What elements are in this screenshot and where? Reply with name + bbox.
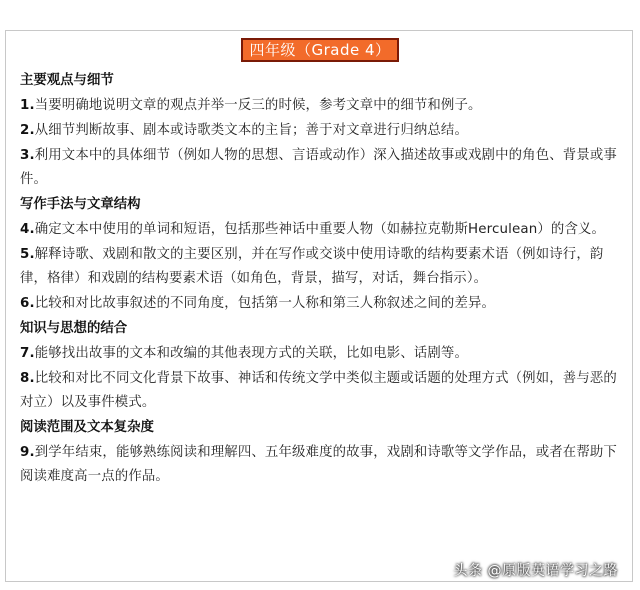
section-heading: 写作手法与文章结构 (20, 197, 141, 212)
list-item (20, 218, 620, 242)
item-number: 6. (20, 296, 35, 311)
item-number: 1. (20, 98, 35, 113)
item-number: 8. (20, 371, 35, 386)
item-text: 解释诗歌、戏剧和散文的主要区别，并在写作或交谈中使用诗歌的结构要素术语（例如诗行，韵律，格律）和戏剧的结构要素术语（如角色，背景，描写，对话，舞台指示）。 (20, 247, 604, 286)
list-item (20, 292, 620, 316)
item-number: 2. (20, 123, 35, 138)
watermark: 头条 @原版英语学习之路 (453, 563, 618, 579)
section-heading: 知识与思想的结合 (20, 321, 128, 336)
section-heading: 阅读范围及文本复杂度 (20, 420, 154, 435)
item-text: 能够找出故事的文本和改编的其他表现方式的关联，比如电影、话剧等。 (34, 346, 469, 361)
item-number: 3. (20, 148, 35, 163)
item-text: 当要明确地说明文章的观点并举一反三的时候，参考文章中的细节和例子。 (34, 98, 482, 113)
list-item (20, 94, 620, 118)
item-text: 比较和对比故事叙述的不同角度，包括第一人称和第三人称叙述之间的差异。 (34, 296, 496, 311)
list-item (20, 119, 620, 143)
item-text: 比较和对比不同文化背景下故事、神话和传统文学中类似主题或话题的处理方式（例如，善与恶的对立）以及事件模式。 (20, 371, 617, 410)
item-text: 利用文本中的具体细节（例如人物的思想、言语或动作）深入描述故事或戏剧中的角色、背景或事件。 (20, 148, 617, 187)
item-text: 到学年结束，能够熟练阅读和理解四、五年级难度的故事，戏剧和诗歌等文学作品，或者在帮助下阅读难度高一点的作品。 (20, 445, 617, 484)
section-key-ideas (20, 69, 620, 192)
section-heading: 主要观点与细节 (20, 73, 114, 88)
standards-list (20, 68, 620, 490)
item-text: 确定文本中使用的单词和短语，包括那些神话中重要人物（如赫拉克勒斯Herculean）的含义。 (34, 222, 606, 237)
item-number: 5. (20, 247, 35, 262)
list-item (20, 243, 620, 291)
list-item (20, 367, 620, 415)
list-item (20, 441, 620, 489)
section-range-complexity (20, 416, 620, 489)
page-title: 四年级（Grade 4） (241, 38, 398, 62)
section-craft-structure (20, 193, 620, 316)
list-item (20, 342, 620, 366)
item-number: 9. (20, 445, 35, 460)
item-number: 4. (20, 222, 35, 237)
list-item (20, 144, 620, 192)
item-number: 7. (20, 346, 35, 361)
item-text: 从细节判断故事、剧本或诗歌类文本的主旨；善于对文章进行归纳总结。 (34, 123, 469, 138)
section-integration (20, 317, 620, 415)
title-container (0, 38, 640, 62)
